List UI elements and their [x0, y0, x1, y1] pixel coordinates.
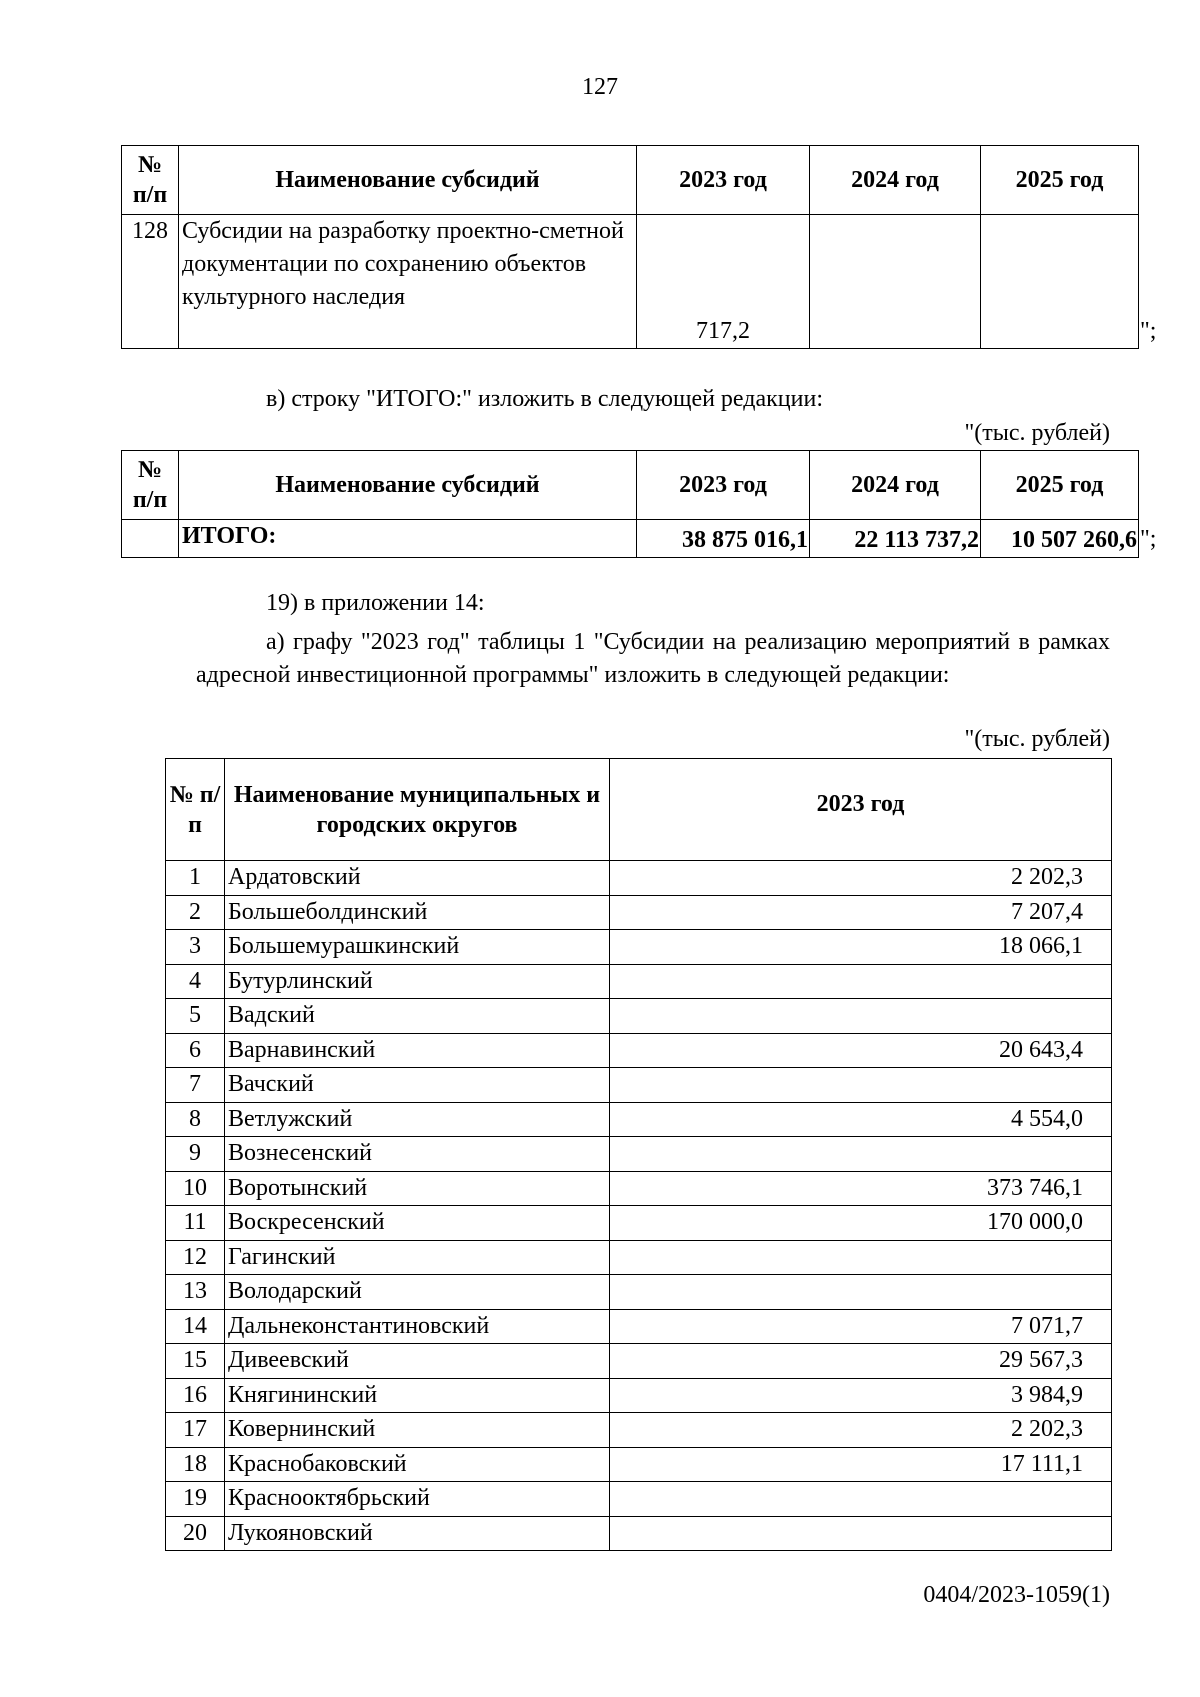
row-name: Воскресенский [225, 1206, 610, 1241]
total-num [122, 520, 179, 558]
table-row [166, 964, 1112, 999]
units-label: "(тыс. рублей) [964, 420, 1110, 446]
header-2025: 2025 год [981, 451, 1139, 520]
row-2024 [810, 215, 981, 349]
row-value: 3 984,9 [610, 1378, 1112, 1413]
row-value [610, 1068, 1112, 1103]
row-value: 2 202,3 [610, 861, 1112, 896]
row-num: 5 [166, 999, 225, 1034]
row-num: 9 [166, 1137, 225, 1172]
table-row [166, 1275, 1112, 1310]
row-num: 12 [166, 1240, 225, 1275]
row-value [610, 1275, 1112, 1310]
row-num: 4 [166, 964, 225, 999]
row-value: 7 071,7 [610, 1309, 1112, 1344]
row-num: 15 [166, 1344, 225, 1379]
row-2025 [981, 215, 1139, 349]
row-value [610, 1482, 1112, 1517]
row-name: Субсидии на разработку проектно-сметной документации по сохранению объектов культурного наследия [179, 215, 637, 349]
row-num: 1 [166, 861, 225, 896]
table-row [166, 930, 1112, 965]
row-value [610, 964, 1112, 999]
row-num: 14 [166, 1309, 225, 1344]
row-name: Краснооктябрьский [225, 1482, 610, 1517]
table-row [166, 1309, 1112, 1344]
header-2023: 2023 год [610, 759, 1112, 861]
row-value: 18 066,1 [610, 930, 1112, 965]
row-name: Ветлужский [225, 1102, 610, 1137]
row-name: Вознесенский [225, 1137, 610, 1172]
row-name: Ковернинский [225, 1413, 610, 1448]
row-name: Краснобаковский [225, 1447, 610, 1482]
row-value: 29 567,3 [610, 1344, 1112, 1379]
table-row [166, 1378, 1112, 1413]
table-row [166, 1344, 1112, 1379]
row-num: 128 [122, 215, 179, 349]
row-name: Володарский [225, 1275, 610, 1310]
table-row [166, 1102, 1112, 1137]
units-label: "(тыс. рублей) [964, 726, 1110, 752]
header-name: Наименование муниципальных и городских округов [225, 759, 610, 861]
row-num: 7 [166, 1068, 225, 1103]
table-row [166, 1137, 1112, 1172]
row-name: Большеболдинский [225, 895, 610, 930]
row-name: Большемурашкинский [225, 930, 610, 965]
row-value [610, 1240, 1112, 1275]
total-2025: 10 507 260,6 [981, 520, 1139, 558]
header-num: № п/п [166, 759, 225, 861]
row-value [610, 1137, 1112, 1172]
subsidy-table-row-128 [121, 145, 1139, 349]
table-row [166, 1240, 1112, 1275]
row-value: 7 207,4 [610, 895, 1112, 930]
table-row [166, 1033, 1112, 1068]
row-name: Дивеевский [225, 1344, 610, 1379]
closing-quote: "; [1140, 318, 1157, 344]
row-name: Вадский [225, 999, 610, 1034]
header-2024: 2024 год [810, 451, 981, 520]
row-num: 6 [166, 1033, 225, 1068]
row-value [610, 1516, 1112, 1551]
row-num: 18 [166, 1447, 225, 1482]
row-value: 373 746,1 [610, 1171, 1112, 1206]
table-row [166, 1413, 1112, 1448]
total-2023: 38 875 016,1 [637, 520, 810, 558]
header-2023: 2023 год [637, 146, 810, 215]
row-num: 17 [166, 1413, 225, 1448]
header-name: Наименование субсидий [179, 146, 637, 215]
header-2024: 2024 год [810, 146, 981, 215]
row-value: 20 643,4 [610, 1033, 1112, 1068]
header-num: № п/п [122, 451, 179, 520]
header-2025: 2025 год [981, 146, 1139, 215]
row-value: 170 000,0 [610, 1206, 1112, 1241]
header-2023: 2023 год [637, 451, 810, 520]
table-row [166, 1068, 1112, 1103]
row-name: Гагинский [225, 1240, 610, 1275]
row-num: 3 [166, 930, 225, 965]
row-num: 16 [166, 1378, 225, 1413]
header-num: № п/п [122, 146, 179, 215]
total-label: ИТОГО: [179, 520, 637, 558]
table-row [166, 861, 1112, 896]
row-num: 13 [166, 1275, 225, 1310]
row-num: 2 [166, 895, 225, 930]
paragraph-a: а) графу "2023 год" таблицы 1 "Субсидии на реализацию мероприятий в рамках адресной инвестиционной программы" изложить в следующей редакции: [196, 629, 1110, 688]
row-value: 2 202,3 [610, 1413, 1112, 1448]
row-name: Ардатовский [225, 861, 610, 896]
row-name: Лукояновский [225, 1516, 610, 1551]
row-name: Воротынский [225, 1171, 610, 1206]
table-row [166, 1516, 1112, 1551]
total-table [121, 450, 1139, 558]
footer-code: 0404/2023-1059(1) [923, 1582, 1110, 1608]
table-row [166, 999, 1112, 1034]
row-name: Варнавинский [225, 1033, 610, 1068]
total-2024: 22 113 737,2 [810, 520, 981, 558]
row-value: 17 111,1 [610, 1447, 1112, 1482]
row-value: 4 554,0 [610, 1102, 1112, 1137]
paragraph-v: в) строку "ИТОГО:" изложить в следующей редакции: [266, 386, 823, 412]
municipal-subsidy-table [165, 758, 1112, 1551]
table-row [166, 895, 1112, 930]
row-value [610, 999, 1112, 1034]
row-name: Княгининский [225, 1378, 610, 1413]
row-name: Дальнеконстантиновский [225, 1309, 610, 1344]
row-num: 10 [166, 1171, 225, 1206]
table-row [166, 1171, 1112, 1206]
row-name: Бутурлинский [225, 964, 610, 999]
header-name: Наименование субсидий [179, 451, 637, 520]
table-row [166, 1447, 1112, 1482]
paragraph-19: 19) в приложении 14: [266, 590, 485, 616]
row-num: 11 [166, 1206, 225, 1241]
page-number: 127 [582, 74, 618, 100]
row-num: 20 [166, 1516, 225, 1551]
table-row [166, 1482, 1112, 1517]
row-name: Вачский [225, 1068, 610, 1103]
row-num: 19 [166, 1482, 225, 1517]
row-num: 8 [166, 1102, 225, 1137]
table-row [166, 1206, 1112, 1241]
closing-quote: "; [1140, 526, 1157, 552]
row-2023: 717,2 [637, 215, 810, 349]
